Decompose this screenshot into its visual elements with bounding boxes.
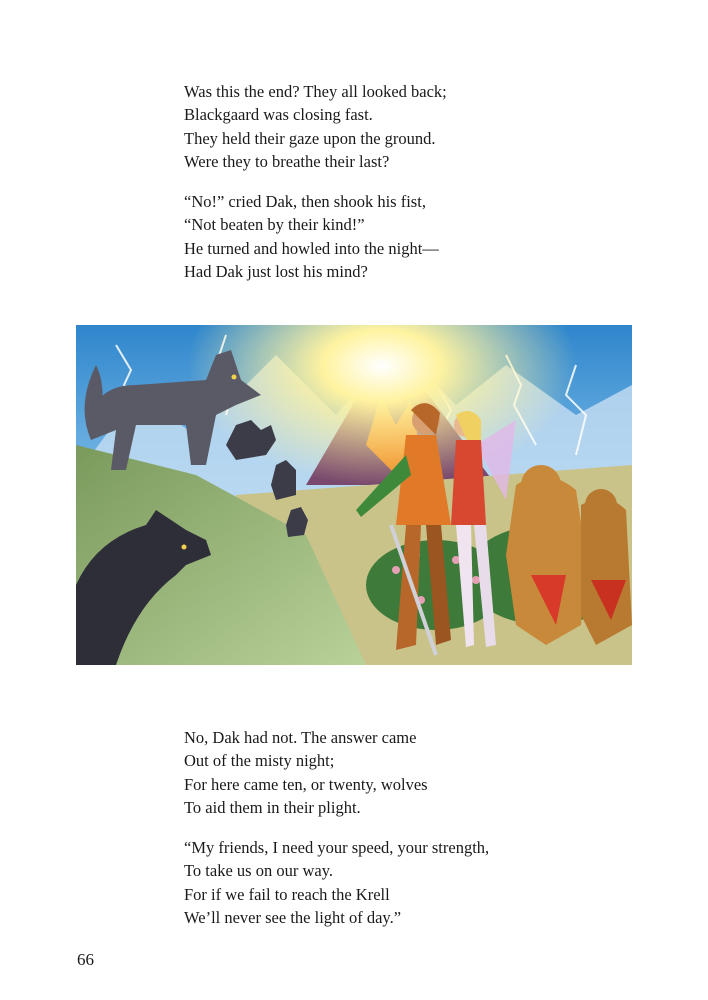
verse-line: “Not beaten by their kind!” xyxy=(184,215,365,235)
verse-line: Blackgaard was closing fast. xyxy=(184,105,373,125)
verse-line: Had Dak just lost his mind? xyxy=(184,261,368,281)
wolves-illustration xyxy=(76,325,632,665)
stanza-4 xyxy=(184,836,489,929)
verse-line: He turned and howled into the night— xyxy=(184,238,439,258)
verse-line: We’ll never see the light of day.” xyxy=(184,907,402,927)
verse-line: For here came ten, or twenty, wolves xyxy=(184,774,428,794)
verse-line: To take us on our way. xyxy=(184,861,333,881)
verse-line: They held their gaze upon the ground. xyxy=(184,128,436,148)
verse-line: Out of the misty night; xyxy=(184,751,335,771)
verse-line: No, Dak had not. The answer came xyxy=(184,728,417,747)
verse-line: For if we fail to reach the Krell xyxy=(184,884,390,904)
verse-line: To aid them in their plight. xyxy=(184,797,361,817)
stanza-2 xyxy=(184,190,439,283)
stanza-1 xyxy=(184,80,447,173)
stanza-3 xyxy=(184,726,428,819)
page-number: 66 xyxy=(77,950,94,969)
verse-line: “No!” cried Dak, then shook his fist, xyxy=(184,192,426,211)
verse-line: Were they to breathe their last? xyxy=(184,151,390,171)
verse-line: Was this the end? They all looked back; xyxy=(184,82,447,101)
verse-line: “My friends, I need your speed, your strength, xyxy=(184,838,490,857)
